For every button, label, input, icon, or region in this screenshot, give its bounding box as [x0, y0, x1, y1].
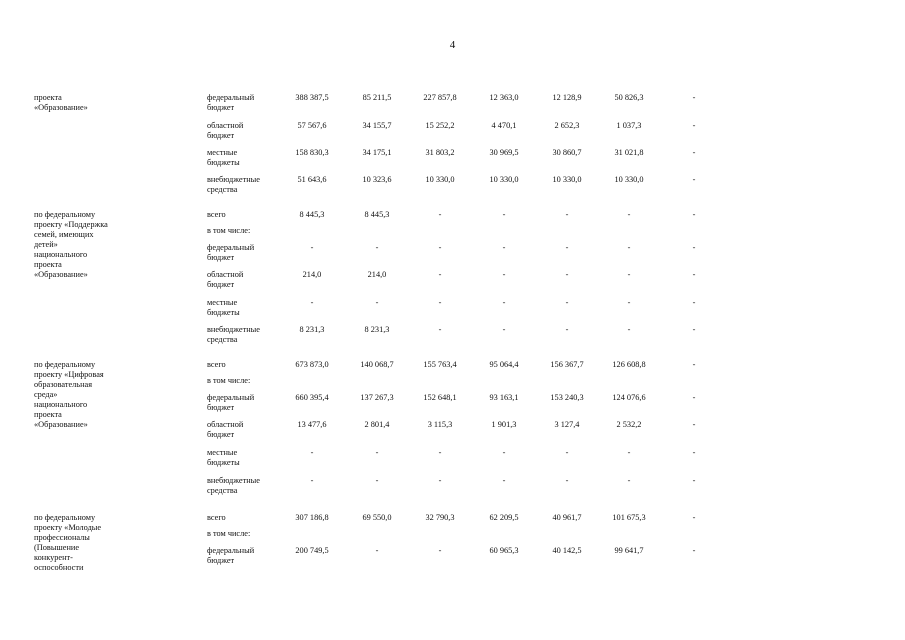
value-total: 388 387,5: [295, 93, 329, 102]
value-year-2: 31 803,2: [425, 148, 455, 157]
value-year-6: -: [692, 148, 696, 157]
table-row: [0, 546, 905, 570]
value-year-4: -: [565, 448, 569, 457]
value-year-1: 137 267,3: [360, 393, 394, 402]
value-year-4: 12 128,9: [552, 93, 582, 102]
value-total: 307 186,8: [295, 513, 329, 522]
value-year-5: 124 076,6: [612, 393, 646, 402]
value-year-3: 10 330,0: [489, 175, 519, 184]
value-year-2: -: [438, 270, 442, 279]
value-year-1: 85 211,5: [362, 93, 392, 102]
table-row: [0, 476, 905, 500]
value-year-3: 95 064,4: [489, 360, 519, 369]
page-number: 4: [449, 39, 456, 51]
funding-source: областной бюджет: [207, 121, 244, 140]
value-year-5: -: [627, 298, 631, 307]
value-year-6: -: [692, 546, 696, 555]
value-year-2: 15 252,2: [425, 121, 455, 130]
project-label: по федеральному проекту «Цифровая образовательная среда» национального проекта «Образование»: [34, 360, 104, 429]
value-year-4: -: [565, 325, 569, 334]
value-year-2: -: [438, 210, 442, 219]
value-year-2: -: [438, 546, 442, 555]
funding-source: в том числе:: [207, 226, 251, 235]
value-year-5: -: [627, 210, 631, 219]
table-row: [0, 121, 905, 145]
value-year-5: 126 608,8: [612, 360, 646, 369]
value-year-5: 1 037,3: [616, 121, 642, 130]
value-year-2: 152 648,1: [423, 393, 457, 402]
value-total: 660 395,4: [295, 393, 329, 402]
value-year-3: 12 363,0: [489, 93, 519, 102]
funding-source: областной бюджет: [207, 420, 244, 439]
value-year-3: 4 470,1: [491, 121, 517, 130]
value-year-5: 10 330,0: [614, 175, 644, 184]
table-row: [0, 420, 905, 444]
value-year-6: -: [692, 360, 696, 369]
value-year-1: -: [375, 546, 379, 555]
value-year-1: 140 068,7: [360, 360, 394, 369]
value-year-1: 214,0: [367, 270, 387, 279]
value-year-4: 156 367,7: [550, 360, 584, 369]
value-year-1: 8 445,3: [364, 210, 390, 219]
value-year-5: 50 826,3: [614, 93, 644, 102]
value-total: -: [310, 448, 314, 457]
value-year-6: -: [692, 121, 696, 130]
value-year-1: -: [375, 298, 379, 307]
value-year-5: -: [627, 270, 631, 279]
value-year-3: -: [502, 476, 506, 485]
value-total: -: [310, 476, 314, 485]
value-year-4: 40 961,7: [552, 513, 582, 522]
value-year-6: -: [692, 476, 696, 485]
value-year-2: 10 330,0: [425, 175, 455, 184]
value-year-2: -: [438, 325, 442, 334]
table-row: [0, 298, 905, 322]
value-year-1: -: [375, 476, 379, 485]
value-year-1: 69 550,0: [362, 513, 392, 522]
value-total: 57 567,6: [297, 121, 327, 130]
value-year-3: -: [502, 243, 506, 252]
value-year-3: -: [502, 210, 506, 219]
value-year-4: 10 330,0: [552, 175, 582, 184]
table-row: [0, 148, 905, 172]
value-year-3: 93 163,1: [489, 393, 519, 402]
value-total: 158 830,3: [295, 148, 329, 157]
value-year-1: 34 175,1: [362, 148, 392, 157]
value-year-1: 10 323,6: [362, 175, 392, 184]
value-year-3: 1 901,3: [491, 420, 517, 429]
funding-source: федеральный бюджет: [207, 546, 255, 565]
value-year-2: 3 115,3: [427, 420, 453, 429]
value-year-6: -: [692, 513, 696, 522]
value-year-5: 99 641,7: [614, 546, 644, 555]
value-year-4: 2 652,3: [554, 121, 580, 130]
funding-source: местные бюджеты: [207, 448, 240, 467]
value-total: 200 749,5: [295, 546, 329, 555]
value-year-6: -: [692, 393, 696, 402]
value-year-2: -: [438, 298, 442, 307]
value-year-6: -: [692, 448, 696, 457]
value-year-3: -: [502, 325, 506, 334]
value-year-5: -: [627, 476, 631, 485]
funding-source: местные бюджеты: [207, 298, 240, 317]
value-total: 8 231,3: [299, 325, 325, 334]
value-total: 673 873,0: [295, 360, 329, 369]
value-year-3: -: [502, 448, 506, 457]
value-year-1: 2 801,4: [364, 420, 390, 429]
value-year-2: 155 763,4: [423, 360, 457, 369]
value-total: -: [310, 243, 314, 252]
funding-source: внебюджетные средства: [207, 476, 260, 495]
value-year-5: -: [627, 448, 631, 457]
value-year-1: -: [375, 243, 379, 252]
value-year-4: 153 240,3: [550, 393, 584, 402]
value-year-6: -: [692, 93, 696, 102]
value-year-4: -: [565, 243, 569, 252]
value-year-6: -: [692, 243, 696, 252]
value-year-3: -: [502, 298, 506, 307]
funding-source: в том числе:: [207, 376, 251, 385]
table-row: [0, 93, 905, 117]
value-year-4: -: [565, 270, 569, 279]
value-year-1: -: [375, 448, 379, 457]
value-total: 8 445,3: [299, 210, 325, 219]
funding-source: федеральный бюджет: [207, 243, 255, 262]
value-year-4: -: [565, 476, 569, 485]
value-year-3: -: [502, 270, 506, 279]
value-year-2: -: [438, 243, 442, 252]
value-year-4: -: [565, 298, 569, 307]
value-year-4: 30 860,7: [552, 148, 582, 157]
table-row: [0, 393, 905, 417]
value-year-6: -: [692, 210, 696, 219]
value-total: 51 643,6: [297, 175, 327, 184]
table-row: [0, 270, 905, 294]
funding-source: всего: [207, 360, 226, 369]
value-year-1: 34 155,7: [362, 121, 392, 130]
value-year-6: -: [692, 325, 696, 334]
value-year-6: -: [692, 420, 696, 429]
project-label: проекта «Образование»: [34, 93, 88, 112]
value-year-2: 227 857,8: [423, 93, 457, 102]
value-year-4: -: [565, 210, 569, 219]
value-year-5: 2 532,2: [616, 420, 642, 429]
funding-source: местные бюджеты: [207, 148, 240, 167]
value-year-2: -: [438, 448, 442, 457]
value-year-6: -: [692, 298, 696, 307]
value-year-6: -: [692, 270, 696, 279]
value-year-4: 40 142,5: [552, 546, 582, 555]
value-total: 214,0: [302, 270, 322, 279]
project-label: по федеральному проекту «Поддержка семей, имеющих детей» национального проекта «Образование»: [34, 210, 108, 279]
value-total: -: [310, 298, 314, 307]
funding-source: федеральный бюджет: [207, 393, 255, 412]
table-row: [0, 243, 905, 267]
value-year-6: -: [692, 175, 696, 184]
table-row: [0, 175, 905, 199]
table-row: [0, 325, 905, 349]
funding-source: внебюджетные средства: [207, 175, 260, 194]
value-year-2: 32 790,3: [425, 513, 455, 522]
funding-source: в том числе:: [207, 529, 251, 538]
value-year-4: 3 127,4: [554, 420, 580, 429]
funding-source: федеральный бюджет: [207, 93, 255, 112]
project-label: по федеральному проекту «Молодые профессионалы (Повышение конкурент- оспособности: [34, 513, 102, 572]
value-year-3: 60 965,3: [489, 546, 519, 555]
table-row: [0, 448, 905, 472]
funding-source: внебюджетные средства: [207, 325, 260, 344]
value-year-5: 101 675,3: [612, 513, 646, 522]
funding-source: областной бюджет: [207, 270, 244, 289]
value-year-5: 31 021,8: [614, 148, 644, 157]
funding-source: всего: [207, 210, 226, 219]
funding-source: всего: [207, 513, 226, 522]
value-year-3: 62 209,5: [489, 513, 519, 522]
value-year-5: -: [627, 325, 631, 334]
value-year-2: -: [438, 476, 442, 485]
value-total: 13 477,6: [297, 420, 327, 429]
value-year-3: 30 969,5: [489, 148, 519, 157]
value-year-1: 8 231,3: [364, 325, 390, 334]
value-year-5: -: [627, 243, 631, 252]
